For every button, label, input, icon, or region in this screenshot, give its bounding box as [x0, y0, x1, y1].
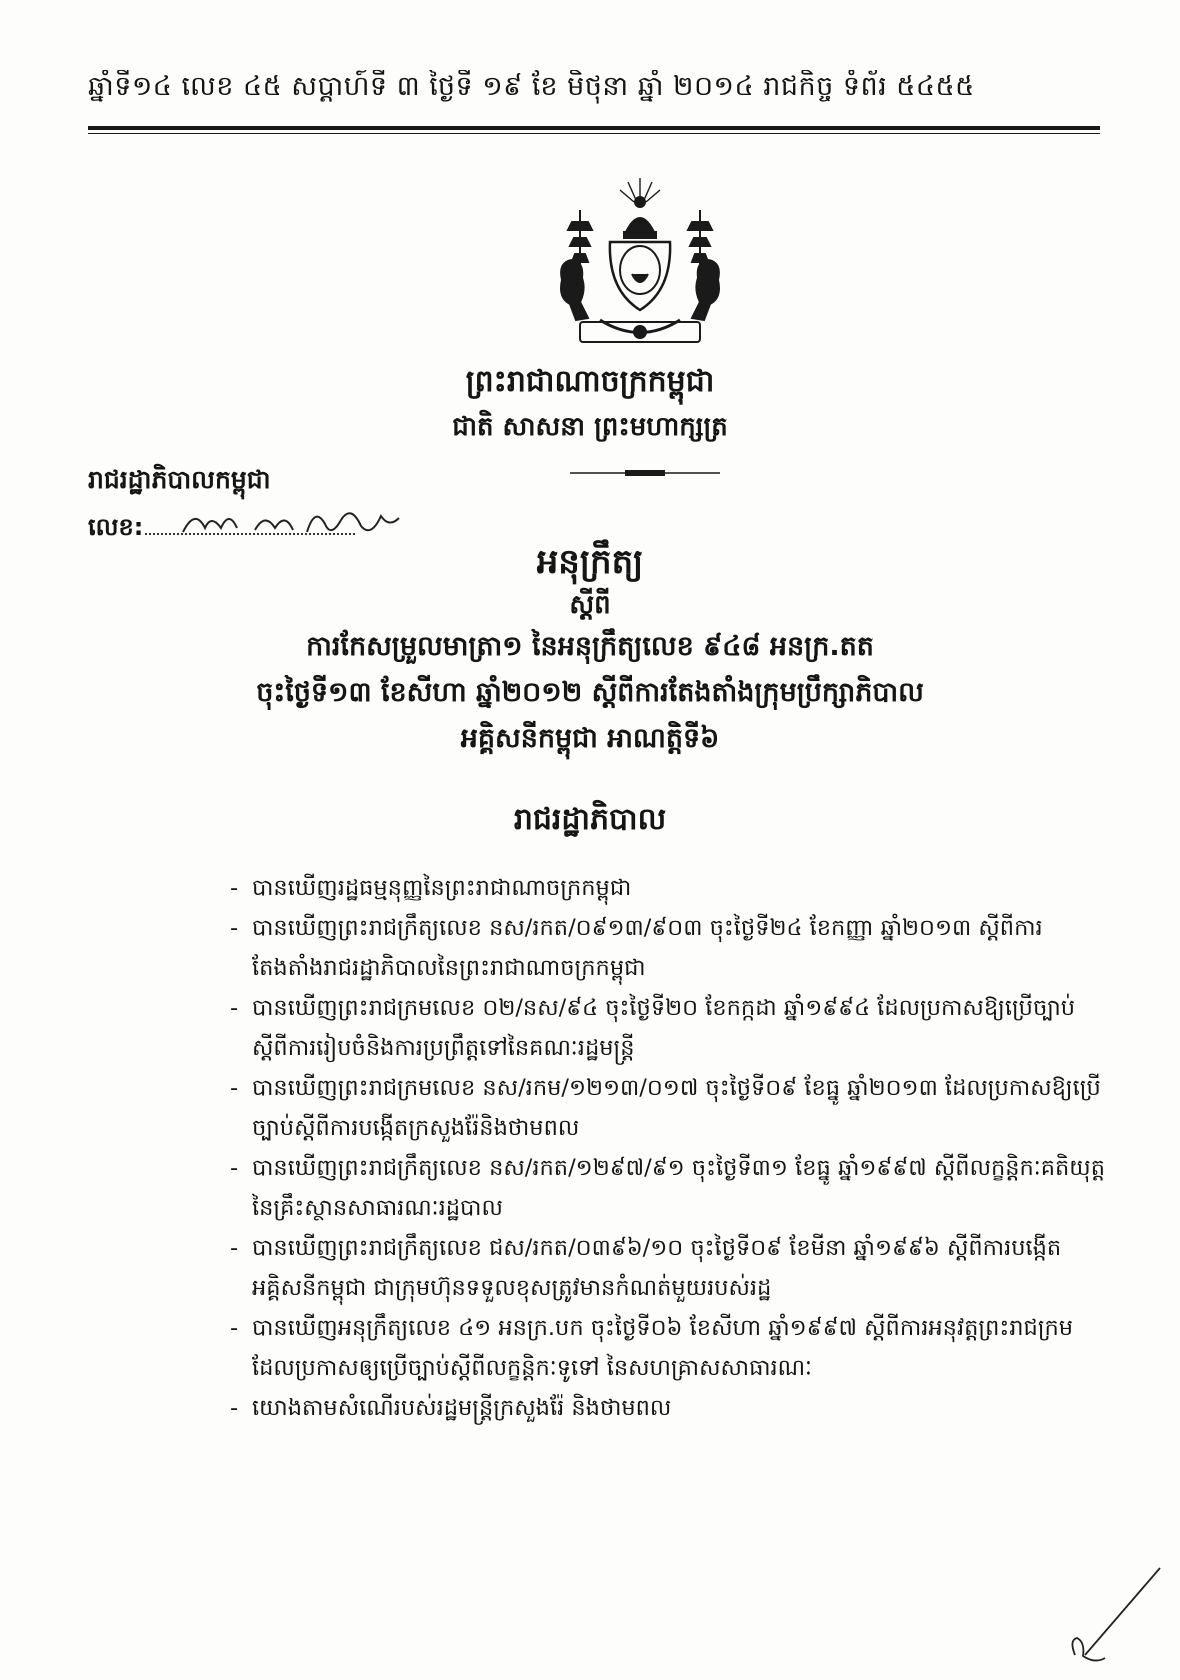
- decree-subject-line-2: ចុះថ្ងៃទី១៣ ខែសីហា ឆ្នាំ២០១២ ស្តីពីការតែងតាំងក្រុមប្រឹក្សាភិបាល: [256, 677, 924, 708]
- issuing-authority: រាជរដ្ឋាភិបាលកម្ពុជា: [88, 465, 271, 494]
- list-item: - យោងតាមសំណើរបស់រដ្ឋមន្ត្រីក្រសួងរ៉ែ និងថាមពល: [230, 1388, 1110, 1428]
- list-item: - បានឃើញព្រះរាជក្រឹត្យលេខ នស/រកត/១២៩៧/៩១ ចុះថ្ងៃទី៣១ ខែធ្នូ ឆ្នាំ១៩៩៧ ស្តីពីលក្ខន្តិកៈគតិយុត្តនៃគ្រឹះស្ថានសាធារណៈរដ្ឋបាល: [230, 1148, 1110, 1228]
- government-heading: រាជរដ្ឋាភិបាល: [513, 802, 667, 837]
- gazette-header: ឆ្នាំទី១៤ លេខ ៤៥ សប្តាហ៍ទី ៣ ថ្ងៃទី ១៩ ខែ មិថុនា ឆ្នាំ ២០១៤ រាជកិច្ច ទំព័រ ៥៤៥៥: [88, 71, 975, 102]
- decree-subject-line-1: ការកែសម្រួលមាត្រា១ នៃអនុក្រឹត្យលេខ ៩៤៨ អនក្រ.តត: [306, 631, 874, 662]
- list-item: - បានឃើញព្រះរាជក្រឹត្យលេខ នស/រកត/០៩១៣/៩០៣ ចុះថ្ងៃទី២៤ ខែកញ្ញា ឆ្នាំ២០១៣ ស្តីពីការតែងតាំងរាជរដ្ឋាភិបាលនៃព្រះរាជាណាចក្រកម្ពុជា: [230, 908, 1110, 988]
- list-item: - បានឃើញរដ្ឋធម្មនុញ្ញនៃព្រះរាជាណាចក្រកម្ពុជា: [230, 868, 1110, 908]
- header-rule-thin: [88, 133, 1100, 134]
- kingdom-name: ព្រះរាជាណាចក្រកម្ពុជា: [465, 364, 715, 399]
- header-rule: [88, 126, 1100, 130]
- royal-coat-of-arms-icon: [540, 170, 740, 360]
- handwritten-initial-mark: [1055, 1560, 1165, 1670]
- list-item: - បានឃើញព្រះរាជក្រមលេខ ០២/នស/៩៤ ចុះថ្ងៃទី២០ ខែកក្កដា ឆ្នាំ១៩៩៤ ដែលប្រកាសឱ្យប្រើច្បាប់ស្តីពីការរៀបចំនិងការប្រព្រឹត្តទៅនៃគណៈរដ្ឋមន្ត្រី: [230, 988, 1110, 1068]
- list-item: - បានឃើញព្រះរាជក្រឹត្យលេខ ជស/រកត/០៣៩៦/១០ ចុះថ្ងៃទី០៩ ខែមីនា ឆ្នាំ១៩៩៦ ស្តីពីការបង្កើតអគ្គិសនីកម្ពុជា ជាក្រុមហ៊ុនទទួលខុសត្រូវមានកំណត់មួយរបស់រដ្ឋ: [230, 1228, 1110, 1308]
- list-item: - បានឃើញព្រះរាជក្រមលេខ នស/រកម/១២១៣/០១៧ ចុះថ្ងៃទី០៩ ខែធ្នូ ឆ្នាំ២០១៣ ដែលប្រកាសឱ្យប្រើច្បាប់ស្តីពីការបង្កើតក្រសួងរ៉ែនិងថាមពល: [230, 1068, 1110, 1148]
- ornamental-divider: [570, 468, 720, 478]
- decree-about: ស្តីពី: [569, 590, 611, 620]
- considerations-list: [230, 868, 1110, 1428]
- reference-number-label: លេខ:: [88, 513, 144, 541]
- decree-type: អនុក្រឹត្យ: [536, 542, 644, 582]
- decree-subject-line-3: អគ្គិសនីកម្ពុជា អាណត្តិទី៦: [460, 723, 720, 754]
- national-motto: ជាតិ សាសនា ព្រះមហាក្សត្រ: [452, 412, 728, 442]
- list-item: - បានឃើញអនុក្រឹត្យលេខ ៤១ អនក្រ.បក ចុះថ្ងៃទី០៦ ខែសីហា ឆ្នាំ១៩៩៧ ស្តីពីការអនុវត្តព្រះរាជក្រមដែលប្រកាសឲ្យប្រើច្បាប់ស្តីពីលក្ខន្តិកៈទូទៅ នៃសហគ្រាសសាធារណៈ: [230, 1308, 1110, 1388]
